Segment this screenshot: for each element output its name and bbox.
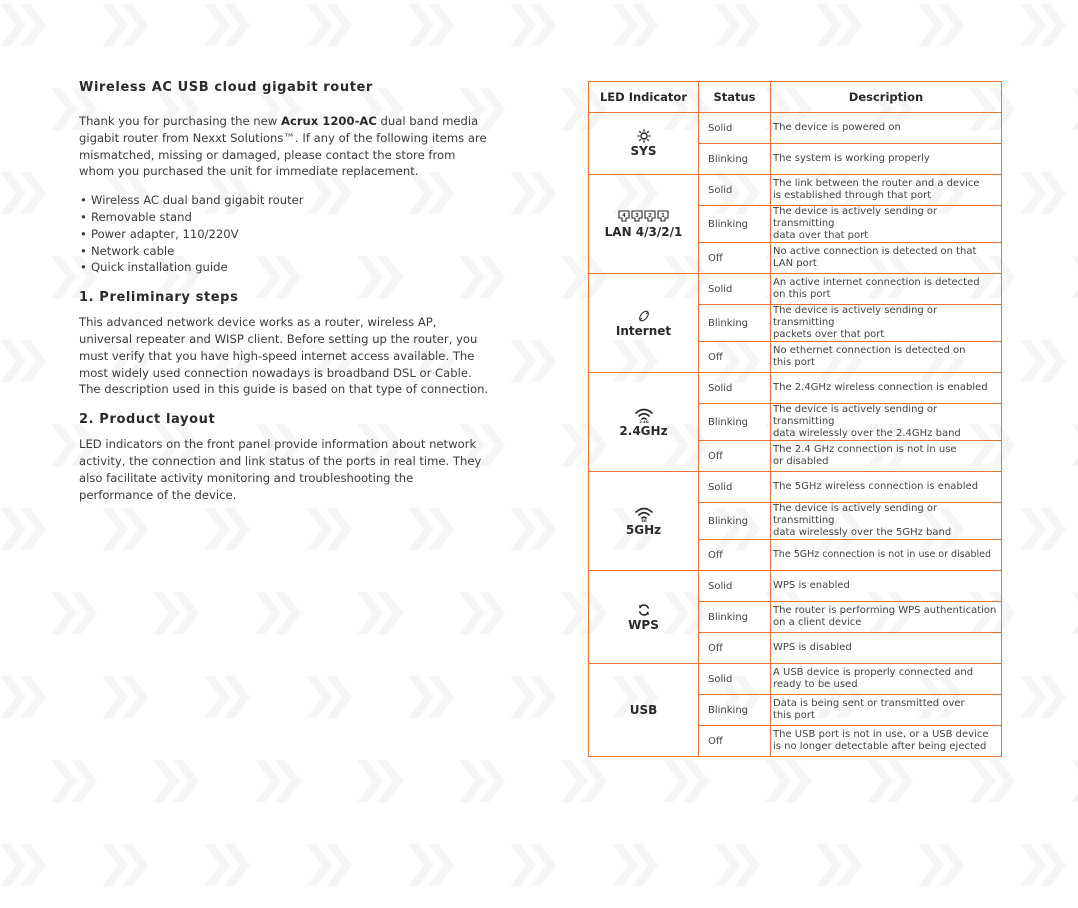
list-item: • Quick installation guide (79, 259, 491, 276)
sys-label: SYS (630, 144, 657, 158)
band-2-4ghz-indicator-cell (589, 373, 699, 472)
status-cell: Blinking (699, 206, 771, 243)
description-line: The USB port is not in use, or a USB device (773, 729, 989, 740)
sun-icon (637, 129, 651, 143)
status-cell: Off (699, 726, 771, 757)
lan-ports-icon (618, 209, 670, 224)
page-title: Wireless AC USB cloud gigabit router (79, 80, 373, 95)
package-contents-list (79, 192, 491, 276)
table-row (589, 113, 1002, 144)
status-cell: Solid (699, 113, 771, 144)
description-line: No ethernet connection is detected on (773, 345, 966, 356)
table-row (589, 175, 1002, 206)
description-line: this port (773, 710, 815, 721)
description-cell (771, 175, 1002, 206)
lan-port-number: 4 (621, 213, 626, 219)
intro-paragraph (79, 113, 491, 180)
status-cell: Blinking (699, 404, 771, 441)
description-line: on this port (773, 289, 831, 300)
wifi-icon (634, 506, 654, 522)
header-description: Description (771, 82, 1002, 113)
table-row (589, 274, 1002, 305)
description-cell (771, 243, 1002, 274)
list-item: • Wireless AC dual band gigabit router (79, 192, 491, 209)
description-cell: The device is powered on (771, 113, 1002, 144)
description-line: data wirelessly over the 2.4GHz band (773, 428, 961, 439)
description-cell: The 5GHz wireless connection is enabled (771, 472, 1002, 503)
internet-label: Internet (615, 323, 672, 338)
description-cell (771, 305, 1002, 342)
description-line: No active connection is detected on that (773, 246, 977, 257)
internet-indicator-cell (589, 274, 699, 373)
status-cell: Blinking (699, 695, 771, 726)
description-line: The router is performing WPS authentication (773, 605, 997, 616)
section-heading-product-layout: 2. Product layout (79, 412, 216, 428)
preliminary-steps-text: This advanced network device works as a router, wireless AP, universal repeater and WISP client. Before setting up the router, you must verify that you have high-speed internet access available. The most widely used connection nowadays is broadband DSL or Cable. The description used in this guide is based on that type of connection. (79, 315, 489, 397)
description-line: is established through that port (773, 190, 932, 201)
description-cell: The system is working properly (771, 144, 1002, 175)
status-cell: Off (699, 633, 771, 664)
intro-column (79, 80, 491, 503)
table-row (589, 664, 1002, 695)
description-cell (771, 206, 1002, 243)
refresh-icon (637, 603, 651, 617)
status-cell: Blinking (699, 305, 771, 342)
lan-indicator-cell (589, 175, 699, 274)
section-heading-preliminary-steps: 1. Preliminary steps (79, 290, 239, 306)
product-name: Acrux 1200-AC (280, 114, 377, 128)
band-5ghz-indicator-cell (589, 472, 699, 571)
status-cell: Solid (699, 664, 771, 695)
band-5ghz-label: 5GHz (625, 522, 662, 537)
status-cell: Solid (699, 175, 771, 206)
description-line: The device is actively sending or transmitting (773, 404, 938, 427)
description-cell: WPS is disabled (771, 633, 1002, 664)
description-line: data over that port (773, 230, 869, 241)
list-item: • Power adapter, 110/220V (79, 226, 491, 243)
wifi-band-icon-text: 2.4G (638, 419, 649, 423)
description-cell (771, 503, 1002, 540)
status-cell: Solid (699, 373, 771, 404)
description-cell (771, 274, 1002, 305)
product-layout-text: LED indicators on the front panel provide information about network activity, the connection and link status of the ports in real time. They also facilitate activity monitoring and troubleshooting the performance of the device. (79, 437, 482, 502)
description-cell (771, 695, 1002, 726)
description-line: Data is being sent or transmitted over (773, 698, 965, 709)
table-row (589, 571, 1002, 602)
status-cell: Off (699, 441, 771, 472)
status-cell: Off (699, 342, 771, 373)
description-line: on a client device (773, 617, 862, 628)
status-cell: Solid (699, 472, 771, 503)
status-cell: Off (699, 540, 771, 571)
description-cell: The 2.4GHz wireless connection is enabled (771, 373, 1002, 404)
description-line: is no longer detectable after being ejected (773, 741, 987, 752)
wps-label: WPS (628, 617, 659, 632)
band-2-4ghz-label: 2.4GHz (619, 423, 668, 438)
description-line: this port (773, 357, 815, 368)
description-cell (771, 404, 1002, 441)
description-line: The 2.4 GHz connection is not in use (773, 444, 957, 455)
list-item: • Removable stand (79, 209, 491, 226)
description-cell: WPS is enabled (771, 571, 1002, 602)
wifi-icon (634, 407, 654, 423)
description-cell: The 5GHz connection is not in use or disabled (771, 540, 1002, 571)
description-line: A USB device is properly connected and (773, 667, 974, 678)
globe-icon (637, 309, 651, 323)
description-line: The device is actively sending or transmitting (773, 206, 938, 229)
description-line: The device is actively sending or transmitting (773, 305, 938, 328)
lan-label: LAN 4/3/2/1 (604, 225, 683, 239)
lan-port-number: 2 (647, 213, 652, 219)
table-row (589, 472, 1002, 503)
description-cell (771, 602, 1002, 633)
description-line: The device is actively sending or transmitting (773, 503, 938, 526)
description-cell (771, 342, 1002, 373)
sys-indicator-cell (589, 113, 699, 175)
description-line: packets over that port (773, 329, 885, 340)
description-line: or disabled (773, 456, 829, 467)
status-cell: Blinking (699, 503, 771, 540)
status-cell: Blinking (699, 602, 771, 633)
usb-indicator-cell (589, 664, 699, 757)
description-line: The link between the router and a device (773, 178, 980, 189)
wps-indicator-cell (589, 571, 699, 664)
intro-text-end: dual band media gigabit router from Nexxt Solutions™. If any of the following items are mismatched, missing or damaged, please contact the store from whom you purchased the unit for immediate replacement. (79, 114, 487, 179)
status-cell: Off (699, 243, 771, 274)
lan-port-number: 1 (660, 213, 665, 219)
description-cell (771, 441, 1002, 472)
table-row (589, 373, 1002, 404)
led-indicator-table (588, 81, 1002, 757)
description-line: ready to be used (773, 679, 858, 690)
description-cell (771, 664, 1002, 695)
description-line: data wirelessly over the 5GHz band (773, 527, 952, 538)
status-cell: Solid (699, 571, 771, 602)
wifi-band-icon-text: 5G (640, 518, 647, 522)
description-cell (771, 726, 1002, 757)
description-line: LAN port (773, 258, 817, 269)
status-cell: Solid (699, 274, 771, 305)
list-item: • Network cable (79, 243, 491, 260)
header-status: Status (699, 82, 771, 113)
lan-port-number: 3 (634, 213, 639, 219)
status-cell: Blinking (699, 144, 771, 175)
description-line: An active internet connection is detected (773, 277, 980, 288)
intro-text-start: Thank you for purchasing the new (79, 114, 281, 128)
table-header-row (589, 82, 1002, 113)
usb-label: USB (629, 703, 658, 717)
header-led-indicator: LED Indicator (589, 82, 699, 113)
